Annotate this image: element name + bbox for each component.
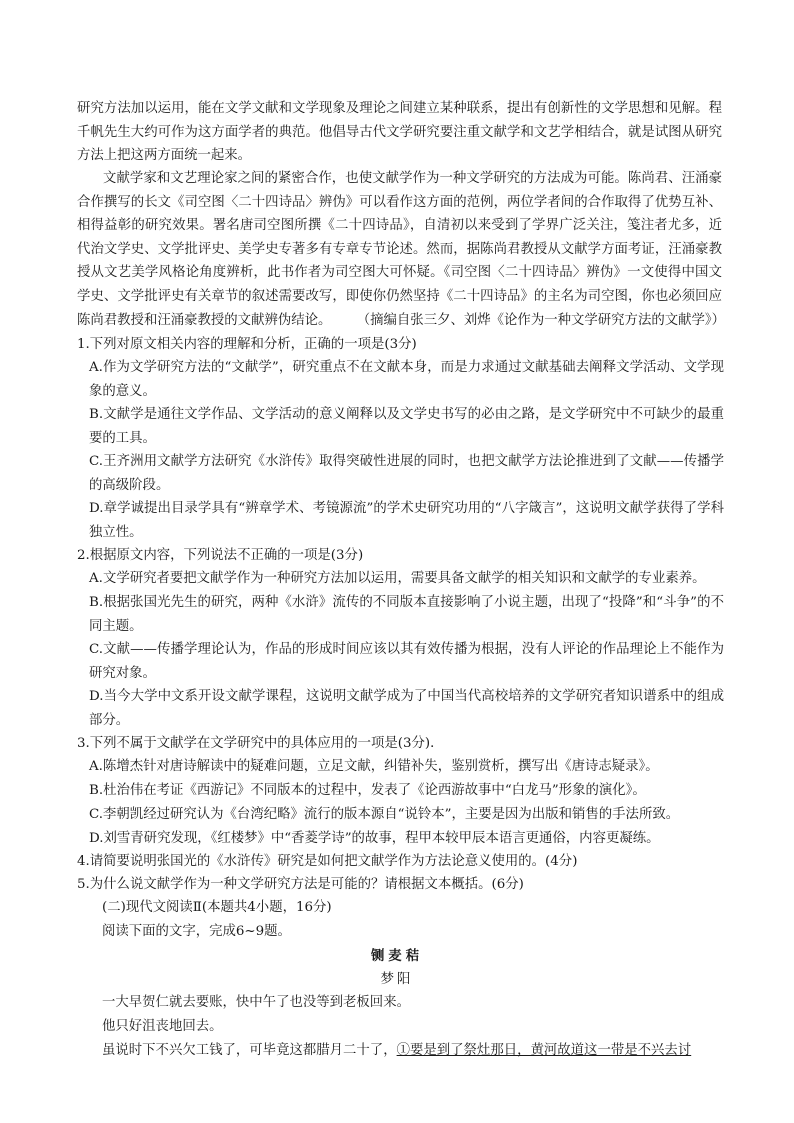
question-1-option-d: D.章学诚提出目录学具有“辨章学术、考镜源流”的学术史研究功用的“八字箴言”，这说明文献学获得了学科独立性。 (89, 501, 724, 540)
question-1-option-c: C.王齐洲用文献学方法研究《水浒传》取得突破性进展的同时，也把文献学方法论推进到了文献——传播学的高级阶段。 (89, 454, 724, 493)
question-3-option-d: D.刘雪青研究发现，《红楼梦》中“香菱学诗”的故事，程甲本较甲辰本语言更通俗，内容更凝练。 (89, 831, 660, 846)
question-2-option-a: A.文学研究者要把文献学作为一种研究方法加以运用，需要具备文献学的相关知识和文献学的专业素养。 (89, 571, 706, 586)
underlined-sentence-1: ①要是到了祭灶那日，黄河故道这一带是不兴去讨 (396, 1043, 692, 1058)
story-line: 虽说时下不兴欠工钱了，可毕竟这都腊月二十了，①要是到了祭灶那日，黄河故道这一带是不兴去讨 (102, 1043, 692, 1058)
question-1-option-b: B.文献学是通往文学作品、文学活动的意义阐释以及文学史书写的必由之路，是文学研究中不可缺少的最重要的工具。 (89, 407, 724, 446)
passage-paragraph: 研究方法加以运用，能在文学文献和文学现象及理论之间建立某种联系，提出有创新性的文学思想和见解。程千帆先生大约可作为这方面学者的典范。他倡导古代文学研究要注重文献学和文艺学相结合，就是试图从研究方法上把这两方面统一起来。 (77, 101, 722, 164)
passage-source: （摘编自张三夕、刘烨《论作为一种文学研究方法的文献学》） (356, 313, 725, 328)
section-instruction: 阅读下面的文字，完成6~9题。 (102, 924, 291, 939)
question-1-option-a: A.作为文学研究方法的“文献学”，研究重点不在文献本身，而是力求通过文献基础去阐释文学活动、文学现象的意义。 (89, 360, 724, 399)
section-heading: (二)现代文阅读Ⅱ(本题共4小题，16分) (102, 900, 332, 915)
story-title: 铡麦秸 (370, 948, 424, 964)
question-1-stem: 1.下列对原文相关内容的理解和分析，正确的一项是(3分) (77, 337, 417, 352)
question-3-option-b: B.杜治伟在考证《西游记》不同版本的过程中，发表了《论西游故事中“白龙马”形象的演化》。 (89, 783, 646, 798)
story-line: 一大早贺仁就去要账，快中午了也没等到老板回来。 (102, 995, 410, 1010)
story-author: 梦阳 (380, 972, 414, 987)
question-2-option-c: C.文献——传播学理论认为，作品的形成时间应该以其有效传播为根据，没有人评论的作品理论上不能作为研究对象。 (89, 642, 724, 681)
question-5: 5.为什么说文献学作为一种文学研究方法是可能的？请根据文本概括。(6分) (77, 877, 524, 892)
story-line: 他只好沮丧地回去。 (102, 1019, 223, 1034)
question-3-stem: 3.下列不属于文献学在文学研究中的具体应用的一项是(3分)． (77, 736, 444, 751)
question-3-option-c: C.李朝凯经过研究认为《台湾纪略》流行的版本源自“说铃本”，主要是因为出版和销售的手法所致。 (89, 807, 680, 822)
question-3-option-a: A.陈增杰针对唐诗解读中的疑难问题，立足文献，纠错补失，鉴别赏析，撰写出《唐诗志疑录》。 (89, 759, 659, 774)
question-4: 4.请简要说明张国光的《水浒传》研究是如何把文献学作为方法论意义使用的。(4分) (77, 854, 578, 869)
passage-paragraph: 文献学家和文艺理论家之间的紧密合作，也使文献学作为一种文学研究的方法成为可能。陈尚君、汪涌豪合作撰写的长文《司空图〈二十四诗品〉辨伪》可以看作这方面的范例，两位学者间的合作取得了优势互补、相得益彰的研究效果。署名唐司空图所撰《二十四诗品》，自清初以来受到了学界广泛关注，笺注者尤多，近代治文学史、文学批评史、美学史专著多有专章专节论述。然而，据陈尚君教授从文献学方面考证，汪涌豪教授从文艺美学风格论角度辨析，此书作者为司空图大可怀疑。《司空图〈二十四诗品〉辨伪》一文使得中国文学史、文学批评史有关章节的叙述需要改写，即使你仍然坚持《二十四诗品》的主名为司空图，你也必须回应陈尚君教授和汪涌豪教授的文献辨伪结论。 (77, 171, 722, 328)
question-2-stem: 2.根据原文内容，下列说法不正确的一项是(3分) (77, 548, 364, 563)
question-2-option-b: B.根据张国光先生的研究，两种《水浒》流传的不同版本直接影响了小说主题，出现了“投降”和“斗争”的不同主题。 (89, 595, 724, 634)
question-2-option-d: D.当今大学中文系开设文献学课程，这说明文献学成为了中国当代高校培养的文学研究者知识谱系中的组成部分。 (89, 689, 724, 728)
